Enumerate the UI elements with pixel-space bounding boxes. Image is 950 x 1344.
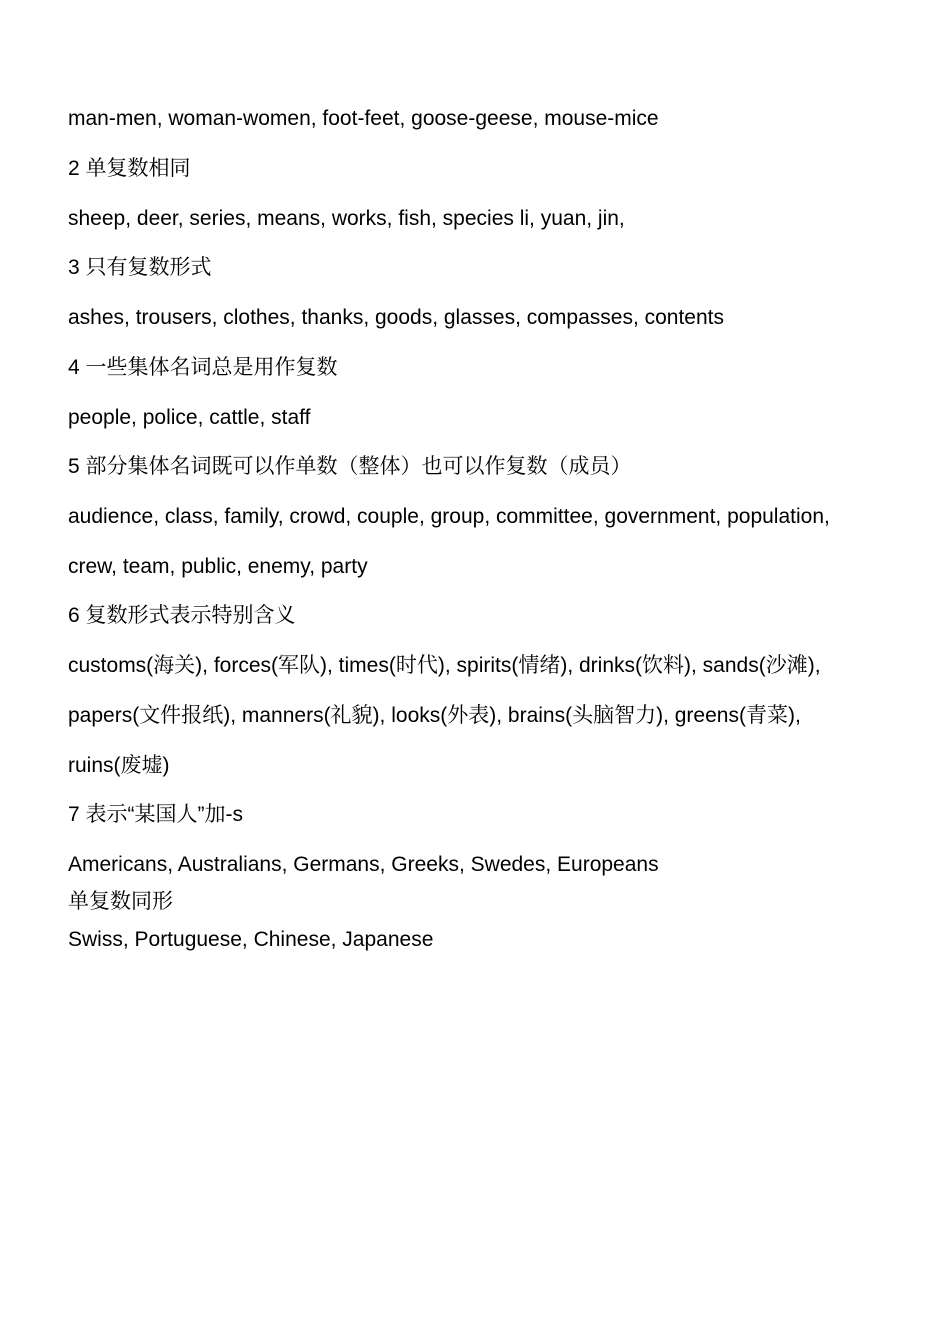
collective-either-examples-line-2: crew, team, public, enemy, party [68, 555, 368, 578]
section-heading-7: 7 表示“某国人”加-s [68, 803, 243, 826]
collective-plural-examples: people, police, cattle, staff [68, 406, 311, 429]
special-meaning-examples-line-1: customs(海关), forces(军队), times(时代), spirits(情绪), drinks(饮料), sands(沙滩), [68, 654, 821, 677]
same-form-nationality-examples: Swiss, Portuguese, Chinese, Japanese [68, 928, 434, 951]
section-heading-3: 3 只有复数形式 [68, 256, 212, 279]
nationality-plural-examples: Americans, Australians, Germans, Greeks, Swedes, Europeans [68, 853, 659, 876]
section-heading-5: 5 部分集体名词既可以作单数（整体）也可以作复数（成员） [68, 455, 632, 478]
plural-only-examples: ashes, trousers, clothes, thanks, goods, glasses, compasses, contents [68, 306, 725, 329]
collective-either-examples-line-1: audience, class, family, crowd, couple, group, committee, government, population, [68, 505, 830, 528]
special-meaning-examples-line-3: ruins(废墟) [68, 754, 170, 777]
special-meaning-examples-line-2: papers(文件报纸), manners(礼貌), looks(外表), brains(头脑智力), greens(青菜), [68, 704, 801, 727]
section-heading-4: 4 一些集体名词总是用作复数 [68, 356, 338, 379]
section-heading-6: 6 复数形式表示特别含义 [68, 604, 296, 627]
same-form-heading: 单复数同形 [68, 890, 173, 913]
section-heading-2: 2 单复数相同 [68, 157, 191, 180]
same-form-examples: sheep, deer, series, means, works, fish, species li, yuan, jin, [68, 207, 625, 230]
irregular-plural-examples: man-men, woman-women, foot-feet, goose-geese, mouse-mice [68, 107, 659, 130]
